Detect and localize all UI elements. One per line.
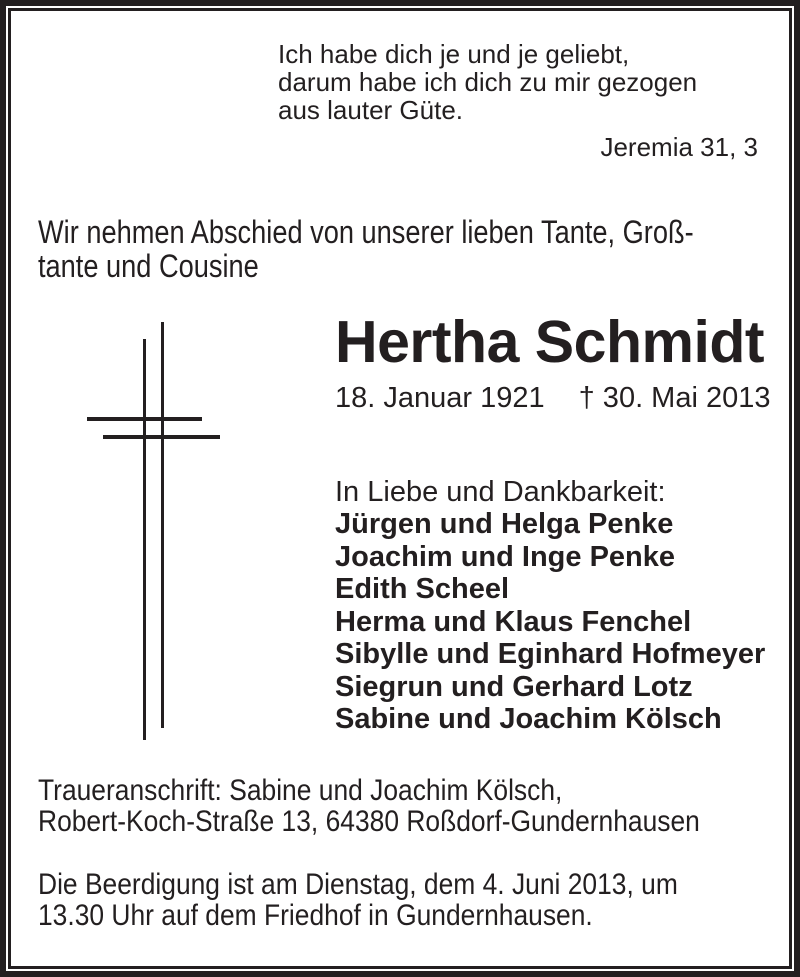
- mourner-name: Sabine und Joachim Kölsch: [335, 703, 722, 735]
- mourning-address: [38, 776, 790, 837]
- obituary-inner-frame: [8, 8, 792, 969]
- funeral-announcement: [38, 870, 765, 931]
- death-date: † 30. Mai 2013: [578, 382, 771, 414]
- quote-line: aus lauter Güte.: [278, 95, 463, 125]
- mourner-name: Joachim und Inge Penke: [335, 540, 676, 573]
- quote-line: darum habe ich dich zu mir gezogen: [278, 67, 698, 97]
- address-line: Robert-Koch-Straße 13, 64380 Roßdorf-Gundernhausen: [38, 804, 700, 838]
- quote-line: Ich habe dich je und je geliebt,: [278, 39, 630, 69]
- mourner-name: Siegrun und Gerhard Lotz: [335, 670, 693, 703]
- mourner-name: Jürgen und Helga Penke: [335, 508, 674, 540]
- intro-line: tante und Cousine: [38, 248, 259, 284]
- mourner-name: Edith Scheel: [335, 573, 510, 605]
- intro-text: [38, 215, 792, 283]
- mourners-list: [335, 508, 765, 736]
- mourners-heading: In Liebe und Dankbarkeit:: [335, 476, 666, 508]
- intro-line: Wir nehmen Abschied von unserer lieben Tante, Groß-: [38, 214, 694, 250]
- scripture-quote: [278, 40, 758, 161]
- mourner-name: Sibylle und Eginhard Hofmeyer: [335, 638, 766, 670]
- deceased-name: Hertha Schmidt: [335, 309, 765, 375]
- birth-date: 18. Januar 1921: [335, 382, 545, 414]
- cross-icon: [84, 318, 224, 744]
- mourner-name: Herma und Klaus Fenchel: [335, 605, 692, 638]
- verse-reference: Jeremia 31, 3: [600, 132, 758, 162]
- funeral-line: 13.30 Uhr auf dem Friedhof in Gundernhausen.: [38, 898, 593, 932]
- life-dates: [335, 382, 770, 415]
- funeral-line: Die Beerdigung ist am Dienstag, dem 4. Juni 2013, um: [38, 868, 678, 901]
- address-line: Traueranschrift: Sabine und Joachim Kölsch,: [38, 774, 563, 807]
